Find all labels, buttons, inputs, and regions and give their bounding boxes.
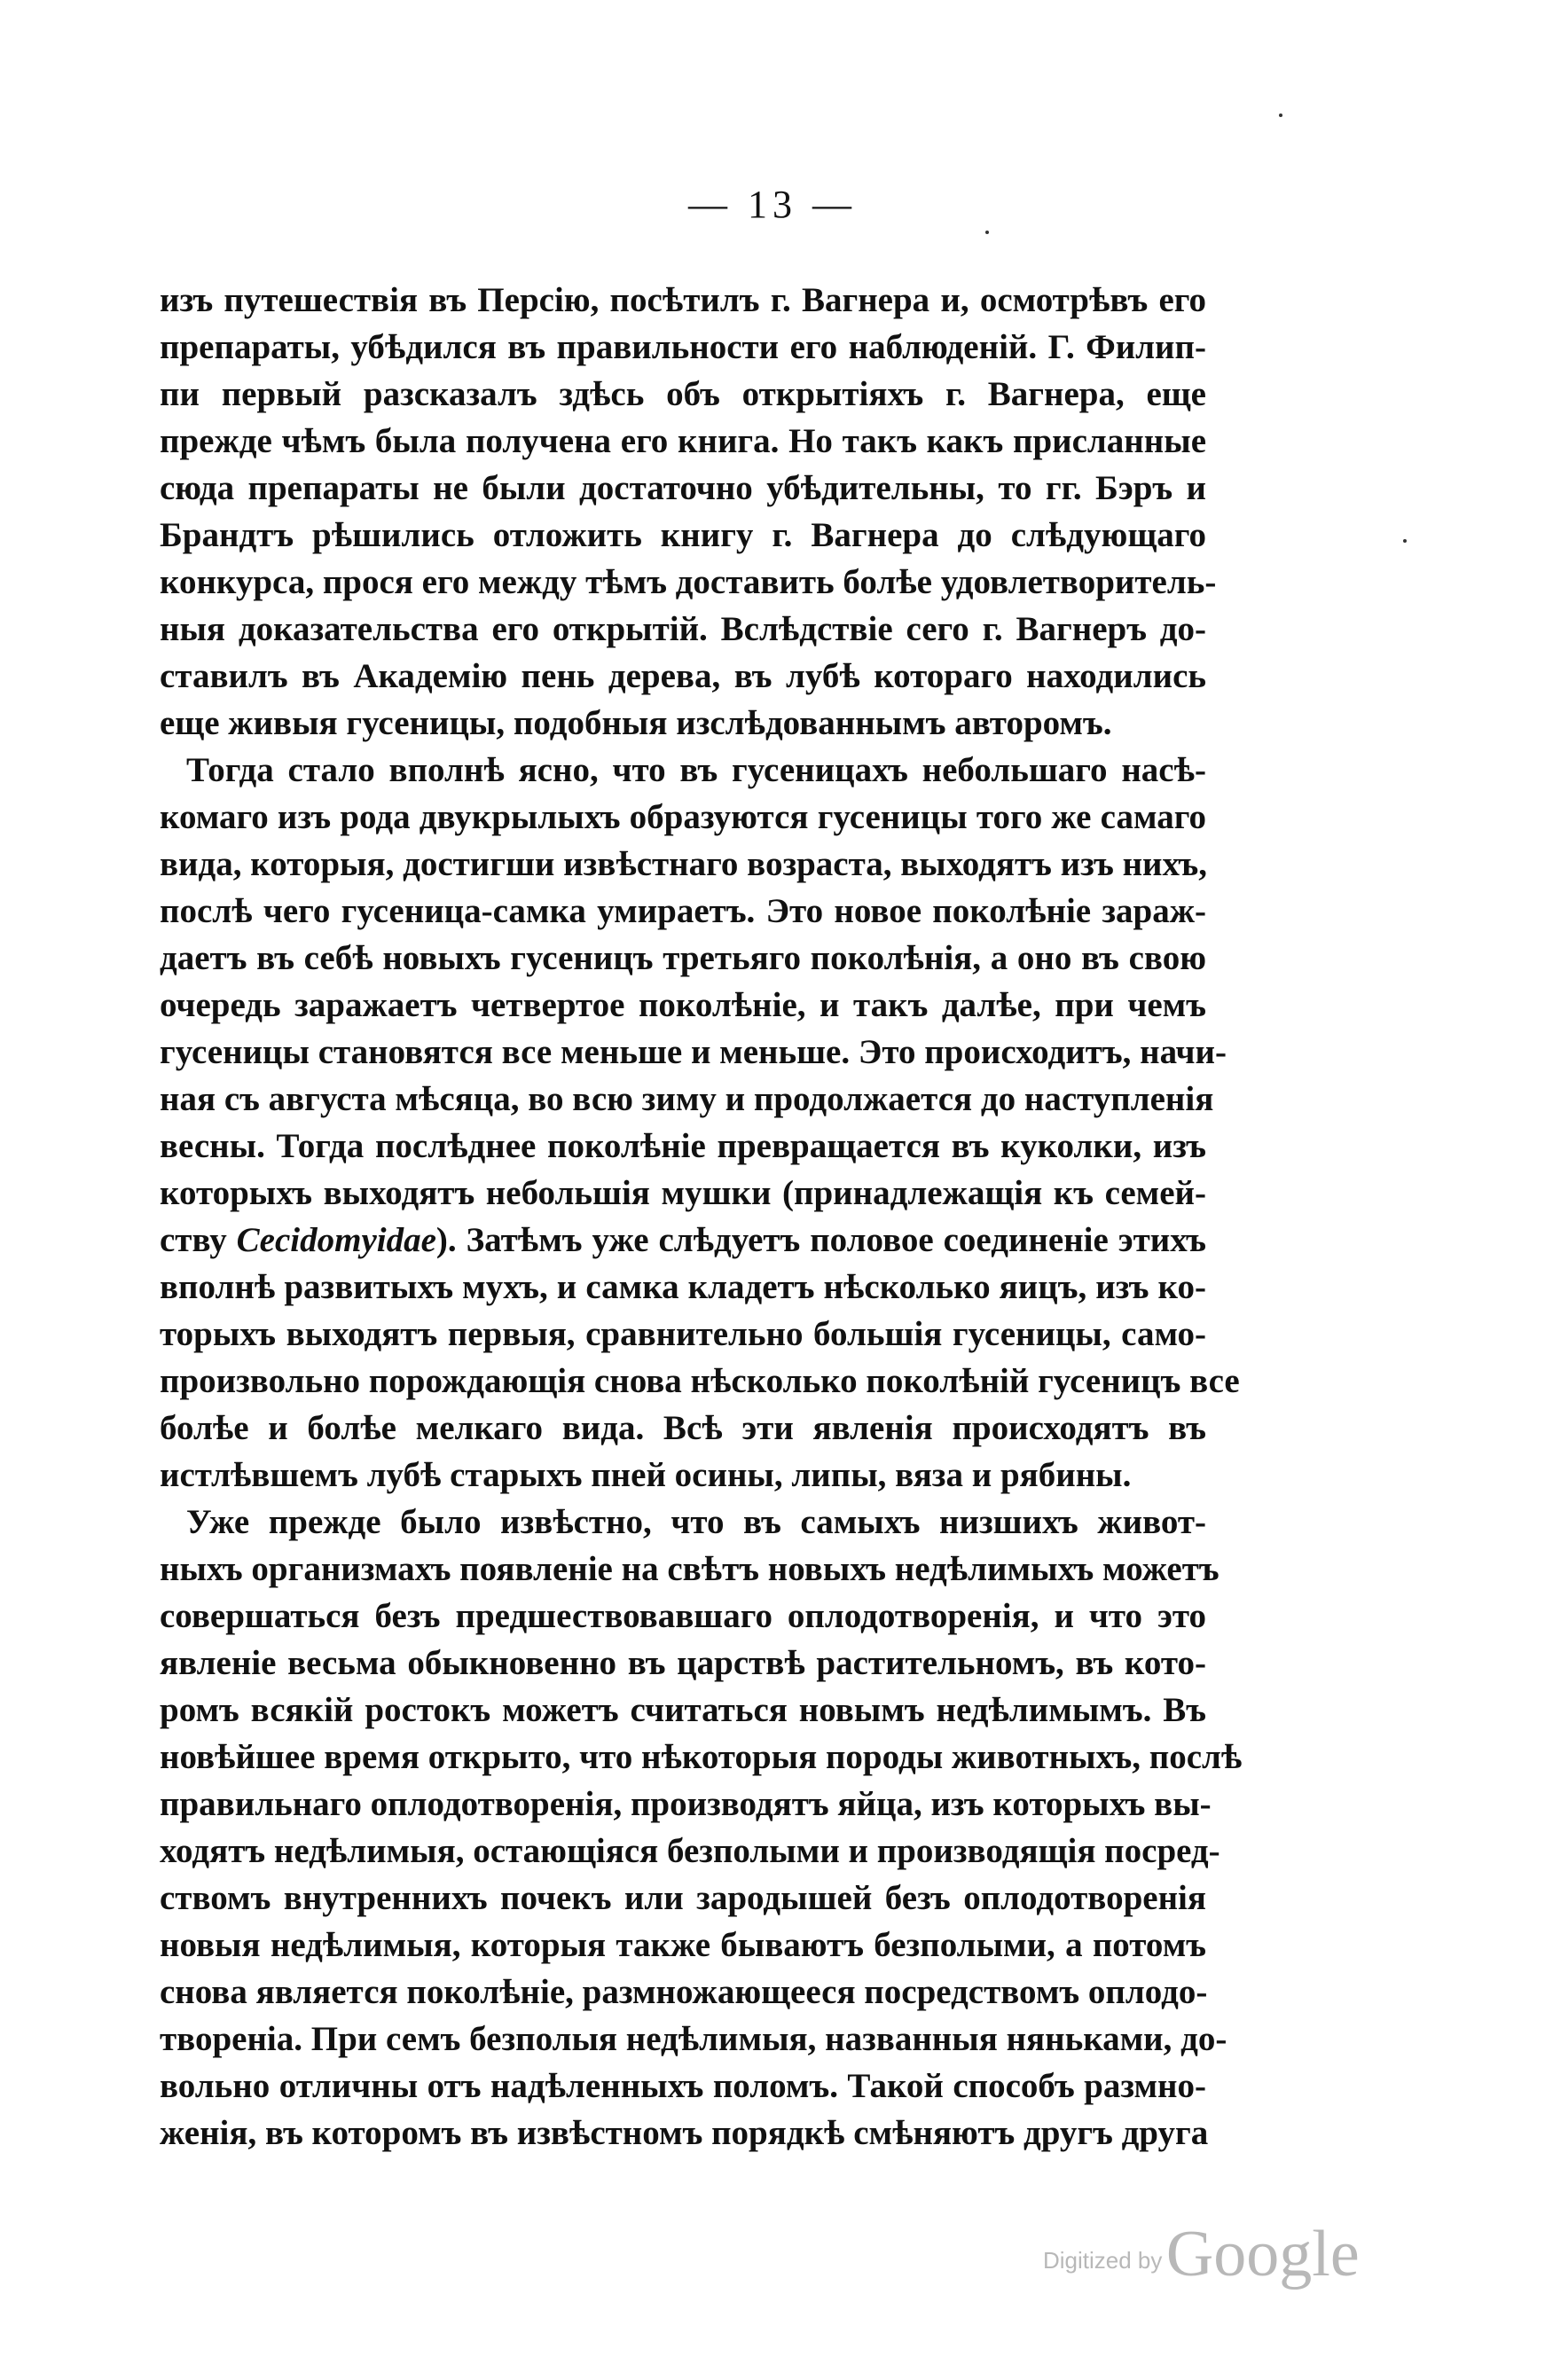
text-line: даетъ въ себѣ новыхъ гусеницъ третьяго поколѣнія, а оно въ свою (160, 939, 1206, 977)
text-line: пи первый разсказалъ здѣсь объ открытіяхъ г. Вагнера, еще (160, 375, 1206, 413)
line-start: ству (160, 1221, 227, 1259)
text-line: Уже прежде было извѣстно, что въ самыхъ низшихъ живот- (186, 1503, 1206, 1541)
text-line: послѣ чего гусеница-самка умираетъ. Это новое поколѣніе зараж- (160, 892, 1206, 930)
scan-speck (985, 231, 989, 234)
text-line: вольно отличны отъ надѣленныхъ поломъ. Такой способъ размно- (160, 2067, 1206, 2105)
text-line: ныхъ организмахъ появленіе на свѣтъ новыхъ недѣлимыхъ можетъ (160, 1550, 1220, 1588)
text-line: произвольно порождающія снова нѣсколько поколѣній гусеницъ все (160, 1362, 1240, 1400)
text-line: Брандтъ рѣшились отложить книгу г. Вагнера до слѣдующаго (160, 516, 1206, 554)
scan-speck (1279, 114, 1282, 117)
latin-genus-name: Cecidomyidae (236, 1221, 436, 1259)
text-line: женія, въ которомъ въ извѣстномъ порядкѣ смѣняютъ другъ друга (160, 2114, 1209, 2152)
text-line: снова является поколѣніе, размножающееся посредствомъ оплодо- (160, 1973, 1208, 2011)
text-line: Тогда стало вполнѣ ясно, что въ гусеницахъ небольшаго насѣ- (186, 751, 1206, 789)
watermark-prefix: Digitized by (1043, 2247, 1163, 2274)
text-line: твореніа. При семъ безполыя недѣлимыя, названныя няньками, до- (160, 2020, 1227, 2058)
text-line: ромъ всякій ростокъ можетъ считаться новымъ недѣлимымъ. Въ (160, 1691, 1206, 1729)
text-line: торыхъ выходятъ первыя, сравнительно большія гусеницы, само- (160, 1315, 1206, 1353)
text-line: весны. Тогда послѣднее поколѣніе превращается въ куколки, изъ (160, 1127, 1206, 1165)
text-line: ходятъ недѣлимыя, остающіяся безполыми и производящія посред- (160, 1832, 1220, 1870)
text-line: еще живыя гусеницы, подобныя изслѣдованнымъ авторомъ. (160, 704, 1112, 742)
text-line: ныя доказательства его открытій. Вслѣдствіе сего г. Вагнеръ до- (160, 610, 1206, 648)
text-line: вида, которыя, достигши извѣстнаго возраста, выходятъ изъ нихъ, (160, 845, 1208, 883)
text-line: совершаться безъ предшествовавшаго оплодотворенія, и что это (160, 1597, 1206, 1635)
text-line: ная съ августа мѣсяца, во всю зиму и продолжается до наступленія (160, 1080, 1214, 1118)
google-logo: Google (1165, 2218, 1360, 2290)
text-line: очередь заражаетъ четвертое поколѣніе, и такъ далѣе, при чемъ (160, 986, 1206, 1024)
text-line: правильнаго оплодотворенія, производятъ яйца, изъ которыхъ вы- (160, 1785, 1212, 1823)
text-line-with-latin-name (160, 1219, 1206, 1264)
text-line: которыхъ выходятъ небольшія мушки (принадлежащія къ семей- (160, 1174, 1206, 1212)
text-line: изъ путешествія въ Персію, посѣтилъ г. Вагнера и, осмотрѣвъ его (160, 281, 1206, 319)
text-line: новыя недѣлимыя, которыя также бываютъ безполыми, а потомъ (160, 1926, 1206, 1964)
digitized-by-google-watermark (1043, 2217, 1360, 2292)
text-line: сюда препараты не были достаточно убѣдительны, то гг. Бэръ и (160, 469, 1206, 507)
line-end: ). Затѣмъ уже слѣдуетъ половое соединеніе этихъ (435, 1221, 1206, 1259)
text-line: конкурса, прося его между тѣмъ доставить болѣе удовлетворитель- (160, 563, 1217, 601)
text-line: ствомъ внутреннихъ почекъ или зародышей безъ оплодотворенія (160, 1879, 1206, 1917)
text-line: новѣйшее время открыто, что нѣкоторыя породы животныхъ, послѣ (160, 1738, 1243, 1776)
text-line: комаго изъ рода двукрылыхъ образуются гусеницы того же самаго (160, 798, 1206, 836)
text-line: болѣе и болѣе мелкаго вида. Всѣ эти явленія происходятъ въ (160, 1409, 1206, 1447)
text-line: препараты, убѣдился въ правильности его наблюденій. Г. Филип- (160, 328, 1206, 366)
page-number: — 13 — (688, 183, 857, 226)
text-line: ставилъ въ Академію пень дерева, въ лубѣ котораго находились (160, 657, 1206, 695)
scan-speck (1403, 539, 1407, 543)
text-line: вполнѣ развитыхъ мухъ, и самка кладетъ нѣсколько яицъ, изъ ко- (160, 1268, 1206, 1306)
text-line: истлѣвшемъ лубѣ старыхъ пней осины, липы, вяза и рябины. (160, 1456, 1132, 1494)
text-line: явленіе весьма обыкновенно въ царствѣ растительномъ, въ кото- (160, 1644, 1206, 1682)
text-line: гусеницы становятся все меньше и меньше. Это происходитъ, начи- (160, 1033, 1227, 1071)
text-line: прежде чѣмъ была получена его книга. Но такъ какъ присланные (160, 422, 1206, 460)
